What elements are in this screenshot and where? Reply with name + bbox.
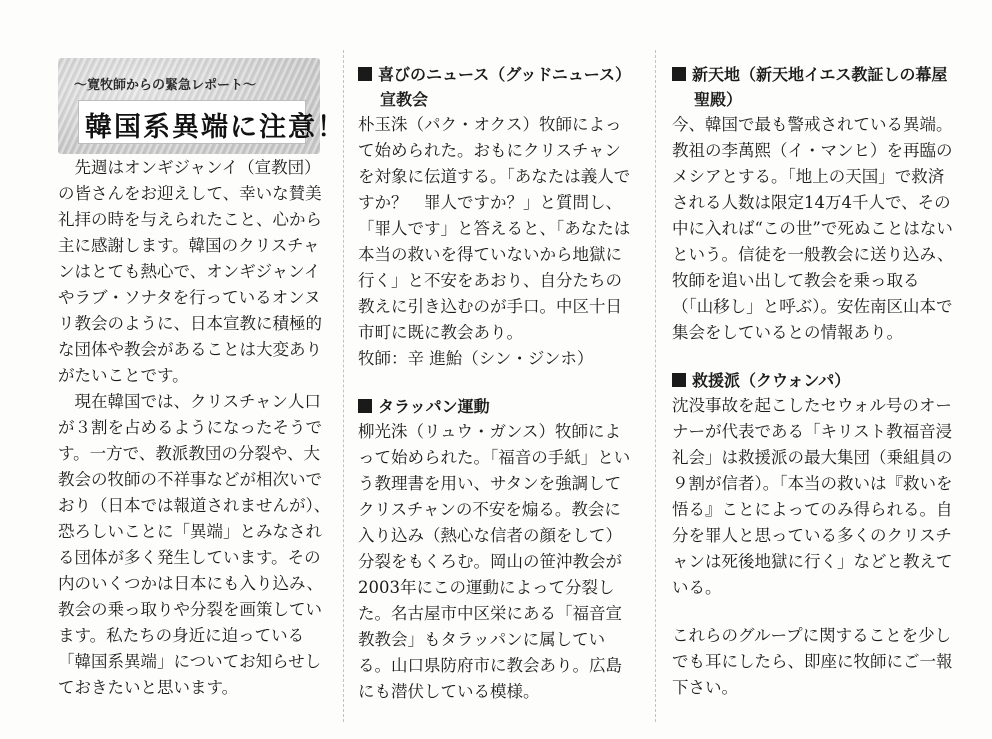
- column-intro: [58, 155, 333, 701]
- intro-paragraph: 現在韓国では、クリスチャン人口が３割を占めるようになったそうです。一方で、教派教団の分裂や、大教会の牧師の不祥事などが相次いでおり（日本では報道されませんが）、恐ろしいことに「異端」とみなされる団体が多く発生しています。その内のいくつかは日本にも入り込み、教会の乗っ取りや分裂を画策しています。私たちの身近に迫っている「韓国系異端」についてお知らせしておきたいと思います。: [58, 392, 331, 697]
- intro-paragraph: 先週はオンギジャンイ（宣教団）の皆さんをお迎えして、幸いな賛美礼拝の時を与えられたこと、心から主に感謝します。韓国のクリスチャンはとても熱心で、オンギジャンイやラブ・ソナタを行っているオンヌリ教会のように、日本宣教に積極的な団体や教会があることは大変ありがたいことです。: [58, 158, 322, 385]
- banner-subtitle: ～寛牧師からの緊急レポート～: [74, 78, 257, 93]
- square-bullet-icon: [672, 373, 686, 387]
- square-bullet-icon: [672, 67, 686, 81]
- section-spacer: [358, 372, 636, 394]
- section-heading-text: タラッパン運動: [378, 397, 490, 416]
- section-heading-text: 救援派（クウォンパ）: [692, 371, 851, 390]
- section-heading: [358, 394, 636, 419]
- section-body: 今、韓国で最も警戒されている異端。教祖の李萬熙（イ・マンヒ）を再臨のメシアとする。「地上の天国」で救済される人数は限定14万4千人で、その中に入れば“この世”で死ぬことはないという。信徒を一般教会に送り込み、牧師を追い出して教会を乗っ取る（「山移し」と呼ぶ）。安佐南区山本で集会をしているとの情報あり。: [672, 115, 954, 342]
- square-bullet-icon: [358, 67, 372, 81]
- column-divider: [343, 50, 344, 722]
- section-heading: [672, 62, 954, 112]
- column-right: [672, 62, 954, 701]
- column-divider: [655, 50, 656, 722]
- section-heading-text: 新天地（新天地イエス教証しの幕屋聖殿）: [692, 65, 948, 109]
- pastor-name: 牧師：辛 進鮐（シン・ジンホ）: [358, 349, 594, 368]
- section-body: 柳光洙（リュウ・ガンス）牧師によって始められた。「福音の手紙」という教理書を用い、サタンを強調してクリスチャンの不安を煽る。教会に入り込み（熱心な信者の顔をして）分裂をもくろむ。岡山の笹沖教会が2003年にこの運動によって分裂した。名古屋市中区栄にある「福音宣教教会」もタラッパンに属している。山口県防府市に教会あり。広島にも潜伏している模様。: [358, 422, 631, 701]
- banner-title-box: [78, 100, 346, 144]
- header-banner: [58, 58, 346, 154]
- closing-note: これらのグループに関することを少しでも耳にしたら、即座に牧師にご一報下さい。: [672, 626, 953, 697]
- section-spacer: [672, 601, 954, 623]
- section-heading: [358, 62, 636, 112]
- section-body: 朴玉洙（パク・オクス）牧師によって始められた。おもにクリスチャンを対象に伝道する。「あなたは義人ですか？ 罪人ですか？」と質問し、「罪人です」と答えると、「あなたは本当の救いを得ていないから地獄に行く」と不安をあおり、自分たちの教えに引き込むのが手口。中区十日市町に既に教会あり。: [358, 115, 631, 342]
- column-middle: [358, 62, 636, 705]
- section-body: 沈没事故を起こしたセウォル号のオーナーが代表である「キリスト教福音浸礼会」は救援派の最大集団（乗組員の９割が信者）。「本当の救いは『救いを悟る』ことによってのみ得られる。自分を罪人と思っている多くのクリスチャンは死後地獄に行く」などと教えている。: [672, 396, 953, 597]
- square-bullet-icon: [358, 399, 372, 413]
- section-heading-text: 喜びのニュース（グッドニュース）宣教会: [378, 65, 631, 109]
- banner-title: 韓国系異端に注意！: [85, 112, 346, 143]
- section-spacer: [672, 346, 954, 368]
- section-heading: [672, 368, 954, 393]
